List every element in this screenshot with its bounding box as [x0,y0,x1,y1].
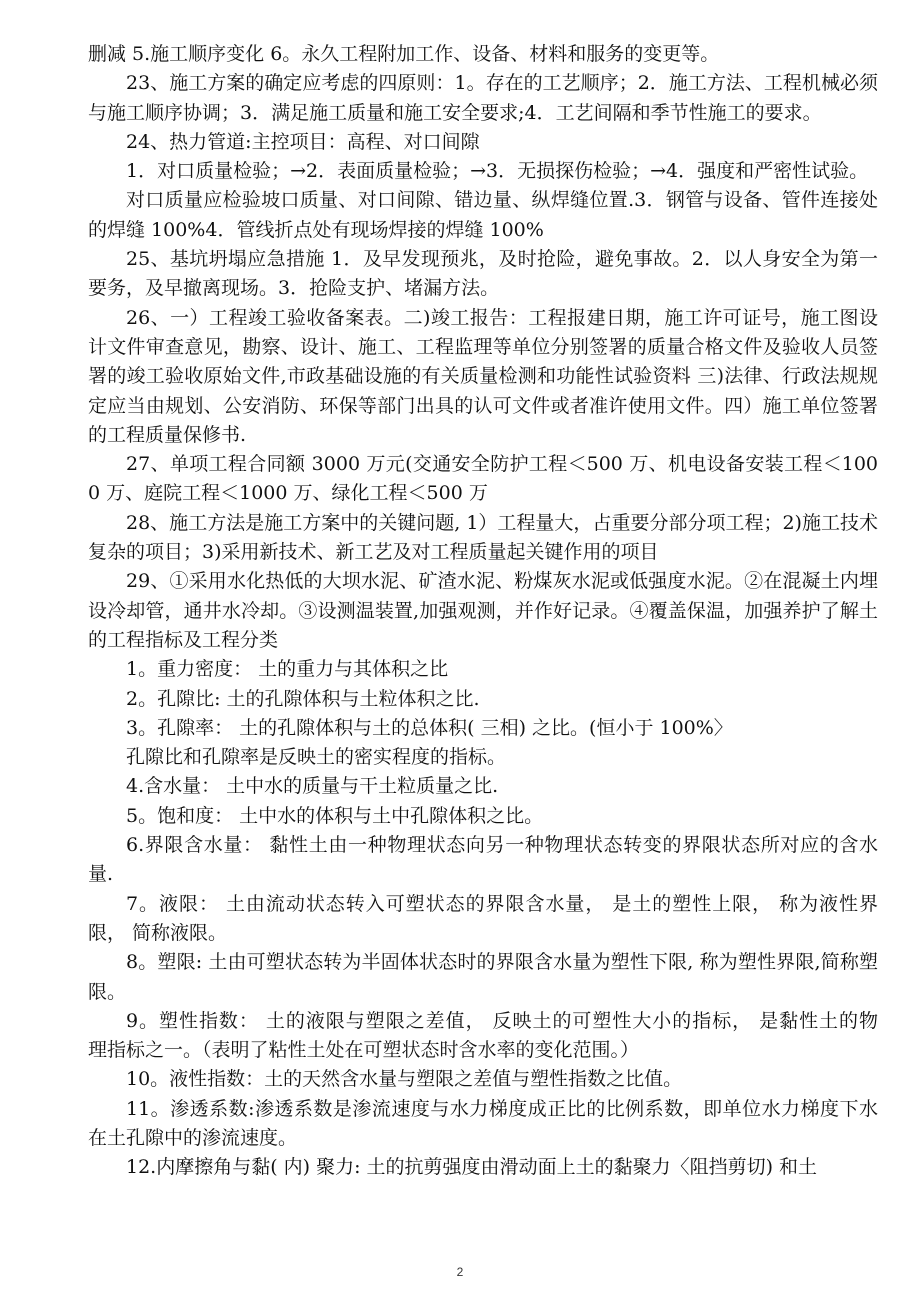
paragraph: 27、单项工程合同额 3000 万元(交通安全防护工程＜500 万、机电设备安装工程＜1000 万、庭院工程＜1000 万、绿化工程＜500 万 [88,453,878,505]
paragraph: 11。渗透系数:渗透系数是渗流速度与水力梯度成正比的比例系数，即单位水力梯度下水在土孔隙中的渗流速度。 [88,1097,878,1149]
paragraph: 8。塑限: 土由可塑状态转为半固体状态时的界限含水量为塑性下限, 称为塑性界限,简称塑限。 [88,951,878,1003]
paragraph: 2。孔隙比: 土的孔隙体积与土粒体积之比. [126,687,480,710]
paragraph: 9。塑性指数： 土的液限与塑限之差值， 反映土的可塑性大小的指标， 是黏性土的物 理指标之一。（表明了粘性土处在可塑状态时含水率的变化范围。） [88,1009,898,1062]
document-body [88,40,898,1183]
page-number: 2 [456,1265,464,1279]
paragraph: 5。饱和度： 土中水的体积与土中孔隙体积之比。 [126,804,544,827]
paragraph: 孔隙比和孔隙率是反映土的密实程度的指标。 [126,746,507,769]
paragraph: 6.界限含水量： 黏性土由一种物理状态向另一种物理状态转变的界限状态所对应的含水量. [88,834,878,886]
paragraph: 3。孔隙率： 土的孔隙体积与土的总体积( 三相) 之比。(恒小于 100%〉 [126,716,733,739]
paragraph: 28、施工方法是施工方案中的关键问题, 1）工程量大，占重要分部分项工程；2)施工技术复杂的项目；3)采用新技术、新工艺及对工程质量起关键作用的项目 [88,511,878,564]
paragraph: 29、①采用水化热低的大坝水泥、矿渣水泥、粉煤灰水泥或低强度水泥。②在混凝土内埋设冷却管，通井水冷却。③设测温装置,加强观测，并作好记录。④覆盖保温，加强养护了解土的工程指标及工程分类 [88,570,878,651]
paragraph: 26、一）工程竣工验收备案表。二)竣工报告：工程报建日期，施工许可证号，施工图设计文件审查意见，勘察、设计、施工、工程监理等单位分别签署的质量合格文件及验收人员签署的竣工验收原始文件,市政基础设施的有关质量检测和功能性试验资料 三)法律、行政法规规定应当由规划、公安消防、环保等部门出具的认可文件或者准许使用文件。四）施工单位签署的工程质量保修书. [88,306,878,446]
paragraph: 1。重力密度： 土的重力与其体积之比 [126,658,449,681]
paragraph: 25、基坑坍塌应急措施 1．及早发现预兆，及时抢险，避免事故。2．以人身安全为第一要务，及早撤离现场。3．抢险支护、堵漏方法。 [88,248,878,300]
paragraph: 删减 5.施工顺序变化 6。永久工程附加工作、设备、材料和服务的变更等。 [88,43,720,65]
paragraph: 对口质量应检验坡口质量、对口间隙、错边量、纵焊缝位置.3．钢管与设备、管件连接处的焊缝 100%4．管线折点处有现场焊接的焊缝 100% [88,189,878,241]
paragraph: 24、热力管道:主控项目：高程、对口间隙 [126,130,480,153]
paragraph: 7。液限： 土由流动状态转入可塑状态的界限含水量， 是土的塑性上限， 称为液性界限， 简称液限。 [88,892,878,944]
paragraph: 10。液性指数：土的天然含水量与塑限之差值与塑性指数之比值。 [126,1068,683,1091]
paragraph: 12.内摩擦角与黏( 内) 聚力: 土的抗剪强度由滑动面上土的黏聚力〈阻挡剪切) 和土 [126,1156,818,1179]
paragraph: 23、施工方案的确定应考虑的四原则：1。存在的工艺顺序；2．施工方法、工程机械必须与施工顺序协调；3．满足施工质量和施工安全要求;4．工艺间隔和季节性施工的要求。 [88,72,878,124]
paragraph: 4.含水量： 土中水的质量与干土粒质量之比. [126,775,499,798]
paragraph: 1．对口质量检验；→2．表面质量检验；→3．无损探伤检验；→4．强度和严密性试验。 [126,160,869,183]
